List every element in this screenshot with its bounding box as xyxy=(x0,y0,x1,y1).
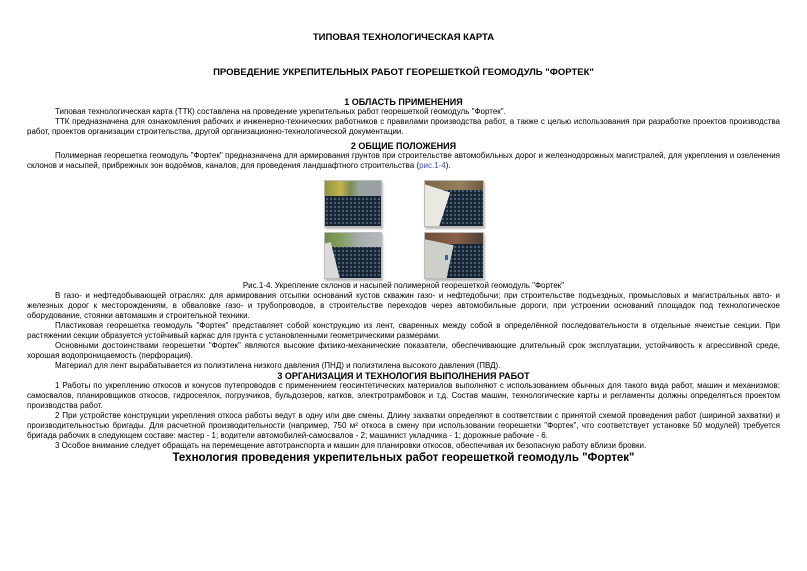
photo-worker-figure xyxy=(445,255,448,260)
doc-type-title: ТИПОВАЯ ТЕХНОЛОГИЧЕСКАЯ КАРТА xyxy=(312,32,495,43)
section-1-heading: 1 ОБЛАСТЬ ПРИМЕНЕНИЯ xyxy=(344,97,463,107)
paragraph-ttk-scope: Типовая технологическая карта (ТТК) составлена на проведение укрепительных работ георешеткой геомодуль "Фортек". xyxy=(55,107,506,116)
paragraph-oil-gas-applications: В газо- и нефтедобывающей отраслях: для армирования отсыпки оснований кустов скважин газо- и нефтедобычи; при строительстве подъездных, промысловых и магистральных авто- и железных дорог к месторождениям, в обваловке газо- и трубопроводов, в строительстве переходов через автомобильные дороги, при устроении оснований площадок под технологическое оборудование, стоянки автомашин и строительной техники. xyxy=(27,291,780,320)
paragraph-text: Полимерная георешетка геомодуль "Фортек" предназначена для армирования грунтов при строительстве автомобильных дорог и железнодорожных магистралей, для укрепления и озеленения склонов и насыпей, прибрежных зон водоёмов, каналов, для проведения ландшафтного строительства ( xyxy=(27,151,780,170)
figure-photo-slope-2[interactable] xyxy=(424,180,484,227)
technology-subheading: Технология проведения укрепительных работ георешеткой геомодуль "Фортек" xyxy=(172,452,635,464)
paragraph-ttk-purpose: ТТК предназначена для ознакомления рабочих и инженерно-технических работников с правилами производства работ, а также с целью использования при разработке проектов производства работ, проектов организации строительства, другой организационно-технологической документации. xyxy=(27,117,780,136)
figure-photo-slope-1[interactable] xyxy=(324,180,382,227)
paragraph-text: ). xyxy=(445,161,451,170)
paragraph-construction-description: Пластиковая георешетка геомодуль "Фортек" представляет собой конструкцию из лент, сваренных между собой в определённой последовательности в отдельные ячеистые секции. При растяжении секции образуется устойчивый каркас для грунта с установленными геометрическими размерами. xyxy=(27,321,780,340)
photo-terrain-band xyxy=(325,233,381,247)
paragraph-brigade-composition: 2 При устройстве конструкции укрепления откоса работы ведут в одну или две смены. Длину захватки определяют в соответствии с принятой схемой проведения работ (шириной захватки) и производительностью бригады. Для расчетной производительности (например, 750 м² откоса в смену при использовании георешетки "Фортек", что соответствует установке 50 модулей) требуется бригада рабочих в следующем составе: мастер - 1; водители автомобилей-самосвалов - 2; машинист укладчика - 1; дорожные рабочие - 6. xyxy=(27,411,780,440)
doc-title: ПРОВЕДЕНИЕ УКРЕПИТЕЛЬНЫХ РАБОТ ГЕОРЕШЕТКОЙ ГЕОМОДУЛЬ "ФОРТЕК" xyxy=(213,67,594,78)
paragraph-safety-note: 3 Особое внимание следует обращать на перемещение автотранспорта и машин для планировки откосов, обеспечивая их безопасную работу вблизи бровки. xyxy=(55,441,647,450)
photo-terrain-band xyxy=(325,181,381,196)
section-2-heading: 2 ОБЩИЕ ПОЛОЖЕНИЯ xyxy=(350,141,457,151)
figure-photo-slope-3[interactable] xyxy=(324,232,382,279)
figure-reference-link[interactable]: рис.1-4 xyxy=(419,161,446,170)
figure-grid xyxy=(324,180,484,279)
section-3-heading: 3 ОРГАНИЗАЦИЯ И ТЕХНОЛОГИЯ ВЫПОЛНЕНИЯ РАБОТ xyxy=(277,371,530,381)
paragraph-material: Материал для лент вырабатывается из полиэтилена низкого давления (ПНД) и полиэтилена высокого давления (ПВД). xyxy=(55,361,501,370)
figure-photo-slope-4[interactable] xyxy=(424,232,484,279)
figure-caption: Рис.1-4. Укрепление склонов и насыпей полимерной георешеткой геомодуль "Фортек" xyxy=(242,281,565,290)
paragraph-work-machines: 1 Работы по укреплению откосов и конусов путепроводов с применением геосинтетических материалов выполняют с использованием обычных для такого вида работ, машин и механизмов: самосвалов, планировщиков откосов, гидросеялок, погрузчиков, бульдозеров, катков, электротрамбовок и т.д. Состав машин, технологические карты и регламенты должны определяться проектом производства работ. xyxy=(27,381,780,410)
paragraph-georeshetka-purpose xyxy=(27,151,780,171)
paragraph-advantages: Основными достоинствами георешетки "Фортек" являются высокие физико-механические показатели, обеспечивающие длительный срок эксплуатации, устойчивость к агрессивной среде, хорошая водопроницаемость (перфорация). xyxy=(27,341,780,360)
